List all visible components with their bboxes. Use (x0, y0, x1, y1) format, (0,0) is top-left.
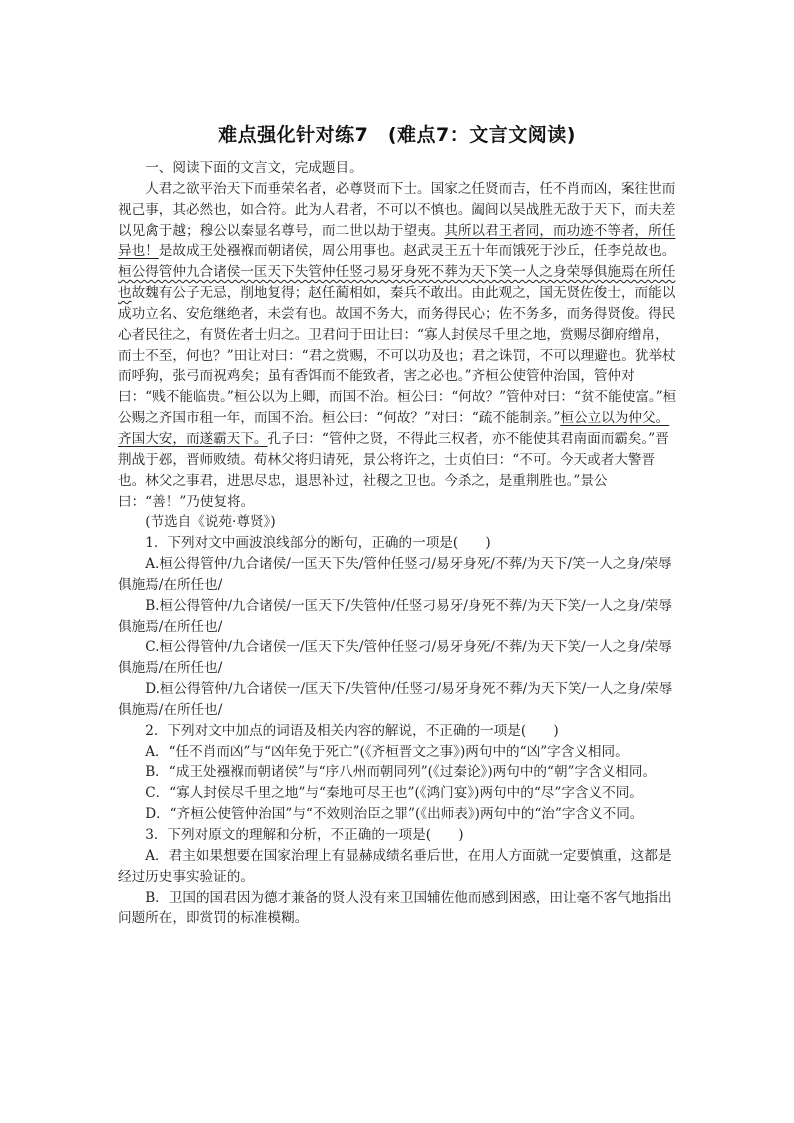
question-2-option-b: B．“成王处襁褓而朝诸侯”与“序八州而朝同列”(《过秦论》)两句中的“朝”字含义相同。 (145, 764, 657, 781)
question-1-option-a: A.桓公得管仲/九合诸侯/一匡天下失/管仲任竖刁/易牙身死/不葬/为天下/笑一人之身/荣辱俱施焉/在所任也/ (118, 556, 672, 593)
page-title: 难点强化针对练7 (难点7：文言文阅读) (218, 124, 576, 146)
wavy-underlined-passage: 桓公得管仲九合诸侯一匡天下失管仲任竖刁易牙身死不葬为天下笑一人之身荣辱俱施焉在所任也 (118, 264, 676, 302)
passage-text: 孔子曰：“管仲之贤，不得此三权者，亦不能使其君南面而霸矣。”晋荆战于邲，晋师败绩。荀林父将归请死，景公将许之，士贞伯曰：“不可。今天或者大警晋也。林父之事君，进思尽忠，退思补过，社稷之卫也。今杀之，是重荆胜也。”景公曰：“善！”乃使复将。 (118, 430, 669, 510)
question-1-option-b: B.桓公得管仲/九合诸侯/一匡天下/失管仲/任竖刁易牙/身死不葬/为天下笑/一人之身/荣辱俱施焉/在所任也/ (118, 597, 672, 635)
question-1-option-c: C.桓公得管仲/九合诸侯一/匡天下失/管仲任竖刁/易牙身死/不葬/为天下笑/一人之身/荣辱俱施焉/在所任也/ (118, 639, 672, 677)
question-1-option-d: D.桓公得管仲/九合诸侯一/匡天下/失管仲/任竖刁/易牙身死不葬/为天下笑/一人之身/荣辱俱施焉/在所任也/ (118, 681, 673, 718)
article-body (118, 158, 678, 929)
question-2-option-d: D．“齐桓公使管仲治国”与“不效则治臣之罪”(《出师表》)两句中的“治”字含义不同。 (145, 806, 644, 823)
question-2-stem: 2．下列对文中加点的词语及相关内容的解说，不正确的一项是( ) (145, 722, 559, 739)
source-citation: (节选自《说苑·尊贤》) (145, 514, 276, 531)
passage-paragraph (118, 179, 678, 513)
passage-text: 是故成王处襁褓而朝诸侯，周公用事也。赵武灵王五十年而饿死于沙丘，任李兑故也。 (158, 243, 676, 260)
question-2-option-c: C．“寡人封侯尽千里之地”与“秦地可尽王也”(《鸿门宴》)两句中的“尽”字含义不同。 (145, 785, 643, 802)
underlined-sentence: 其所以君王者同，而功迹不等者，所任异也！ (118, 222, 676, 260)
section-heading: 一、阅读下面的文言文，完成题目。 (145, 160, 363, 176)
passage-text: 人君之欲平治天下而垂荣名者，必尊贤而下士。国家之任贤而吉，任不肖而凶，案往世而视己事，其必然也，如合符。此为人君者，不可以不慎也。阖闾以吴战胜无敌于天下，而夫差以见禽于越；穆公以秦显名尊号，而二世以劫于望夷。 (118, 180, 676, 239)
question-2-option-a: A．“任不肖而凶”与“凶年免于死亡”(《齐桓晋文之事》)两句中的“凶”字含义相同。 (145, 743, 629, 760)
question-3-stem: 3．下列对原文的理解和分析，不正确的一项是( ) (145, 827, 464, 843)
underlined-sentence: 桓公立以为仲父。齐国大安，而遂霸天下。 (118, 410, 670, 447)
question-3-option-a: A．君主如果想要在国家治理上有显赫成绩名垂后世，在用人方面就一定要慎重，这都是经过历史事实验证的。 (118, 847, 672, 885)
question-3-option-b: B．卫国的国君因为德才兼备的贤人没有来卫国辅佐他而感到困惑，田让毫不客气地指出问题所在，即赏罚的标准模糊。 (118, 889, 672, 927)
question-1-stem: 1．下列对文中画波浪线部分的断句，正确的一项是( ) (145, 535, 491, 552)
passage-text: 故魏有公子无忌，削地复得；赵任蔺相如，秦兵不敢出。由此观之，国无贤佐俊士，而能以成功立名、安危继绝者，未尝有也。故国不务大，而务得民心；佐不务多，而务得贤俊。得民心者民往之，有贤佐者士归之。卫君问于田让曰：“寡人封侯尽千里之地，赏赐尽御府缯帛，而士不至，何也？”田让对曰：“君之赏赐，不可以功及也；君之诛罚，不可以理避也。犹举杖而呼狗，张弓而祝鸡矣；虽有香饵而不能致者，害之必也。”齐桓公使管仲治国，管仲对曰：“贱不能临贵。”桓公以为上卿，而国不治。桓公曰：“何故？”管仲对曰：“贫不能使富。”桓公赐之齐国市租一年，而国不治。桓公曰：“何故？”对曰：“疏不能制亲。” (118, 285, 677, 427)
